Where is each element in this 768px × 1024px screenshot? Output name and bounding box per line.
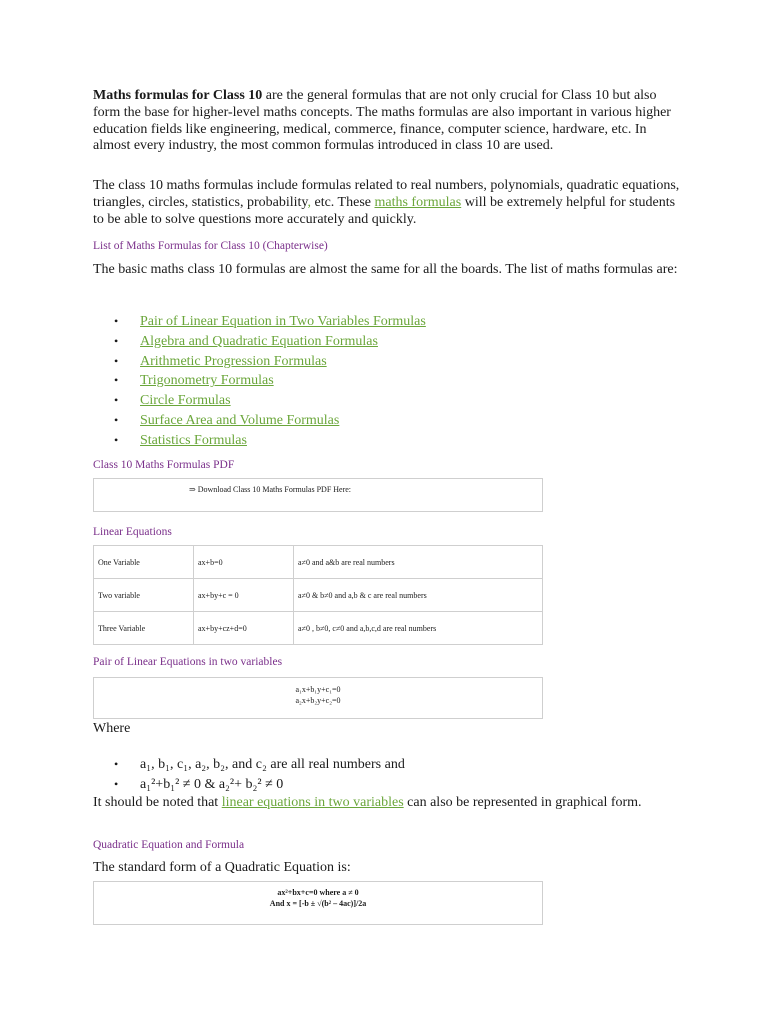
boards-paragraph: The basic maths class 10 formulas are almost the same for all the boards. The list of maths formulas are: [93,262,678,277]
formula-link[interactable]: Surface Area and Volume Formulas [140,412,340,428]
intro-bold: Maths formulas for Class 10 [93,88,263,103]
table-cell: ax+by+c = 0 [194,579,294,612]
quadratic-equation: ax²+bx+c=0 where a ≠ 0 [277,888,359,897]
list-item [93,411,426,431]
equation-1: a₁x+b₁y+c₁=0 [295,685,341,694]
graphical-note [93,795,642,812]
list-item [93,431,426,451]
list-item [93,312,426,332]
table-cell: a≠0 , b≠0, c≠0 and a,b,c,d are real numbers [294,612,543,645]
list-item [93,352,426,372]
quadratic-heading: Quadratic Equation and Formula [93,839,245,851]
table-cell: Three Variable [94,612,194,645]
table-cell: Two variable [94,579,194,612]
quadratic-intro: The standard form of a Quadratic Equation is: [93,860,351,875]
equation-2: a₂x+b₂y+c₂=0 [295,696,341,705]
note-text: It should be noted that [93,795,222,810]
table-cell: a≠0 and a&b are real numbers [294,546,543,579]
table-row [94,579,543,612]
pdf-download-text[interactable]: ⇒ Download Class 10 Maths Formulas PDF Here: [189,485,352,494]
formula-link[interactable]: Algebra and Quadratic Equation Formulas [140,333,378,349]
list-item [93,371,426,391]
list-item [93,332,426,352]
formula-link[interactable]: Statistics Formulas [140,432,247,448]
formula-link[interactable]: Circle Formulas [140,393,231,409]
note-text-end: can also be represented in graphical form. [403,795,642,810]
list-item [93,391,426,411]
comma-link[interactable]: , [307,194,311,210]
quadratic-formula: And x = [-b ± √(b² – 4ac)]/2a [269,899,367,908]
pair-equations-box [93,677,543,719]
intro-paragraph [93,88,683,155]
table-row [94,546,543,579]
pair-heading: Pair of Linear Equations in two variables [93,656,283,668]
pdf-download-box[interactable] [93,478,543,512]
table-row [94,612,543,645]
where-list [93,755,405,794]
linear-heading: Linear Equations [93,526,172,538]
topics-text-mid: etc. These [310,194,375,210]
table-cell: One Variable [94,546,194,579]
table-cell: ax+by+cz+d=0 [194,612,294,645]
where-label: Where [93,721,131,736]
intro-text: are the general formulas that are not only crucial for Class 10 but also form the base for higher-level maths concepts. The maths formulas are also important in various higher education fields like engineering, medical, commerce, finance, computer science, hardware, etc. In almost every industry, the most common formulas introduced in class 10 are used. [93,88,671,154]
linear-equations-table [93,545,543,645]
formula-link[interactable]: Pair of Linear Equation in Two Variables Formulas [140,314,426,329]
topics-paragraph [93,178,683,228]
list-item: • a₁²+b₁² ≠ 0 & a₂²+ b₂² ≠ 0 [93,775,405,795]
linear-equations-link[interactable]: linear equations in two variables [221,795,404,810]
pdf-heading: Class 10 Maths Formulas PDF [93,459,235,471]
list-heading: List of Maths Formulas for Class 10 (Chapterwise) [93,240,328,252]
maths-formulas-link[interactable]: maths formulas [374,194,462,210]
topics-text-end: will be extremely helpful for students to be able to solve questions more accurately and quickly. [93,194,676,227]
list-item: • a₁, b₁, c₁, a₂, b₂, and c₂ are all real numbers and [93,755,405,775]
quadratic-formula-box [93,881,543,925]
table-cell: a≠0 & b≠0 and a,b & c are real numbers [294,579,543,612]
topics-text: The class 10 maths formulas include formulas related to real numbers, polynomials, quadratic equations, triangles, circles, statistics, probability [93,178,680,210]
formula-link-list [93,312,426,451]
formula-link[interactable]: Arithmetic Progression Formulas [140,353,327,369]
formula-link[interactable]: Trigonometry Formulas [140,373,274,389]
table-cell: ax+b=0 [194,546,294,579]
